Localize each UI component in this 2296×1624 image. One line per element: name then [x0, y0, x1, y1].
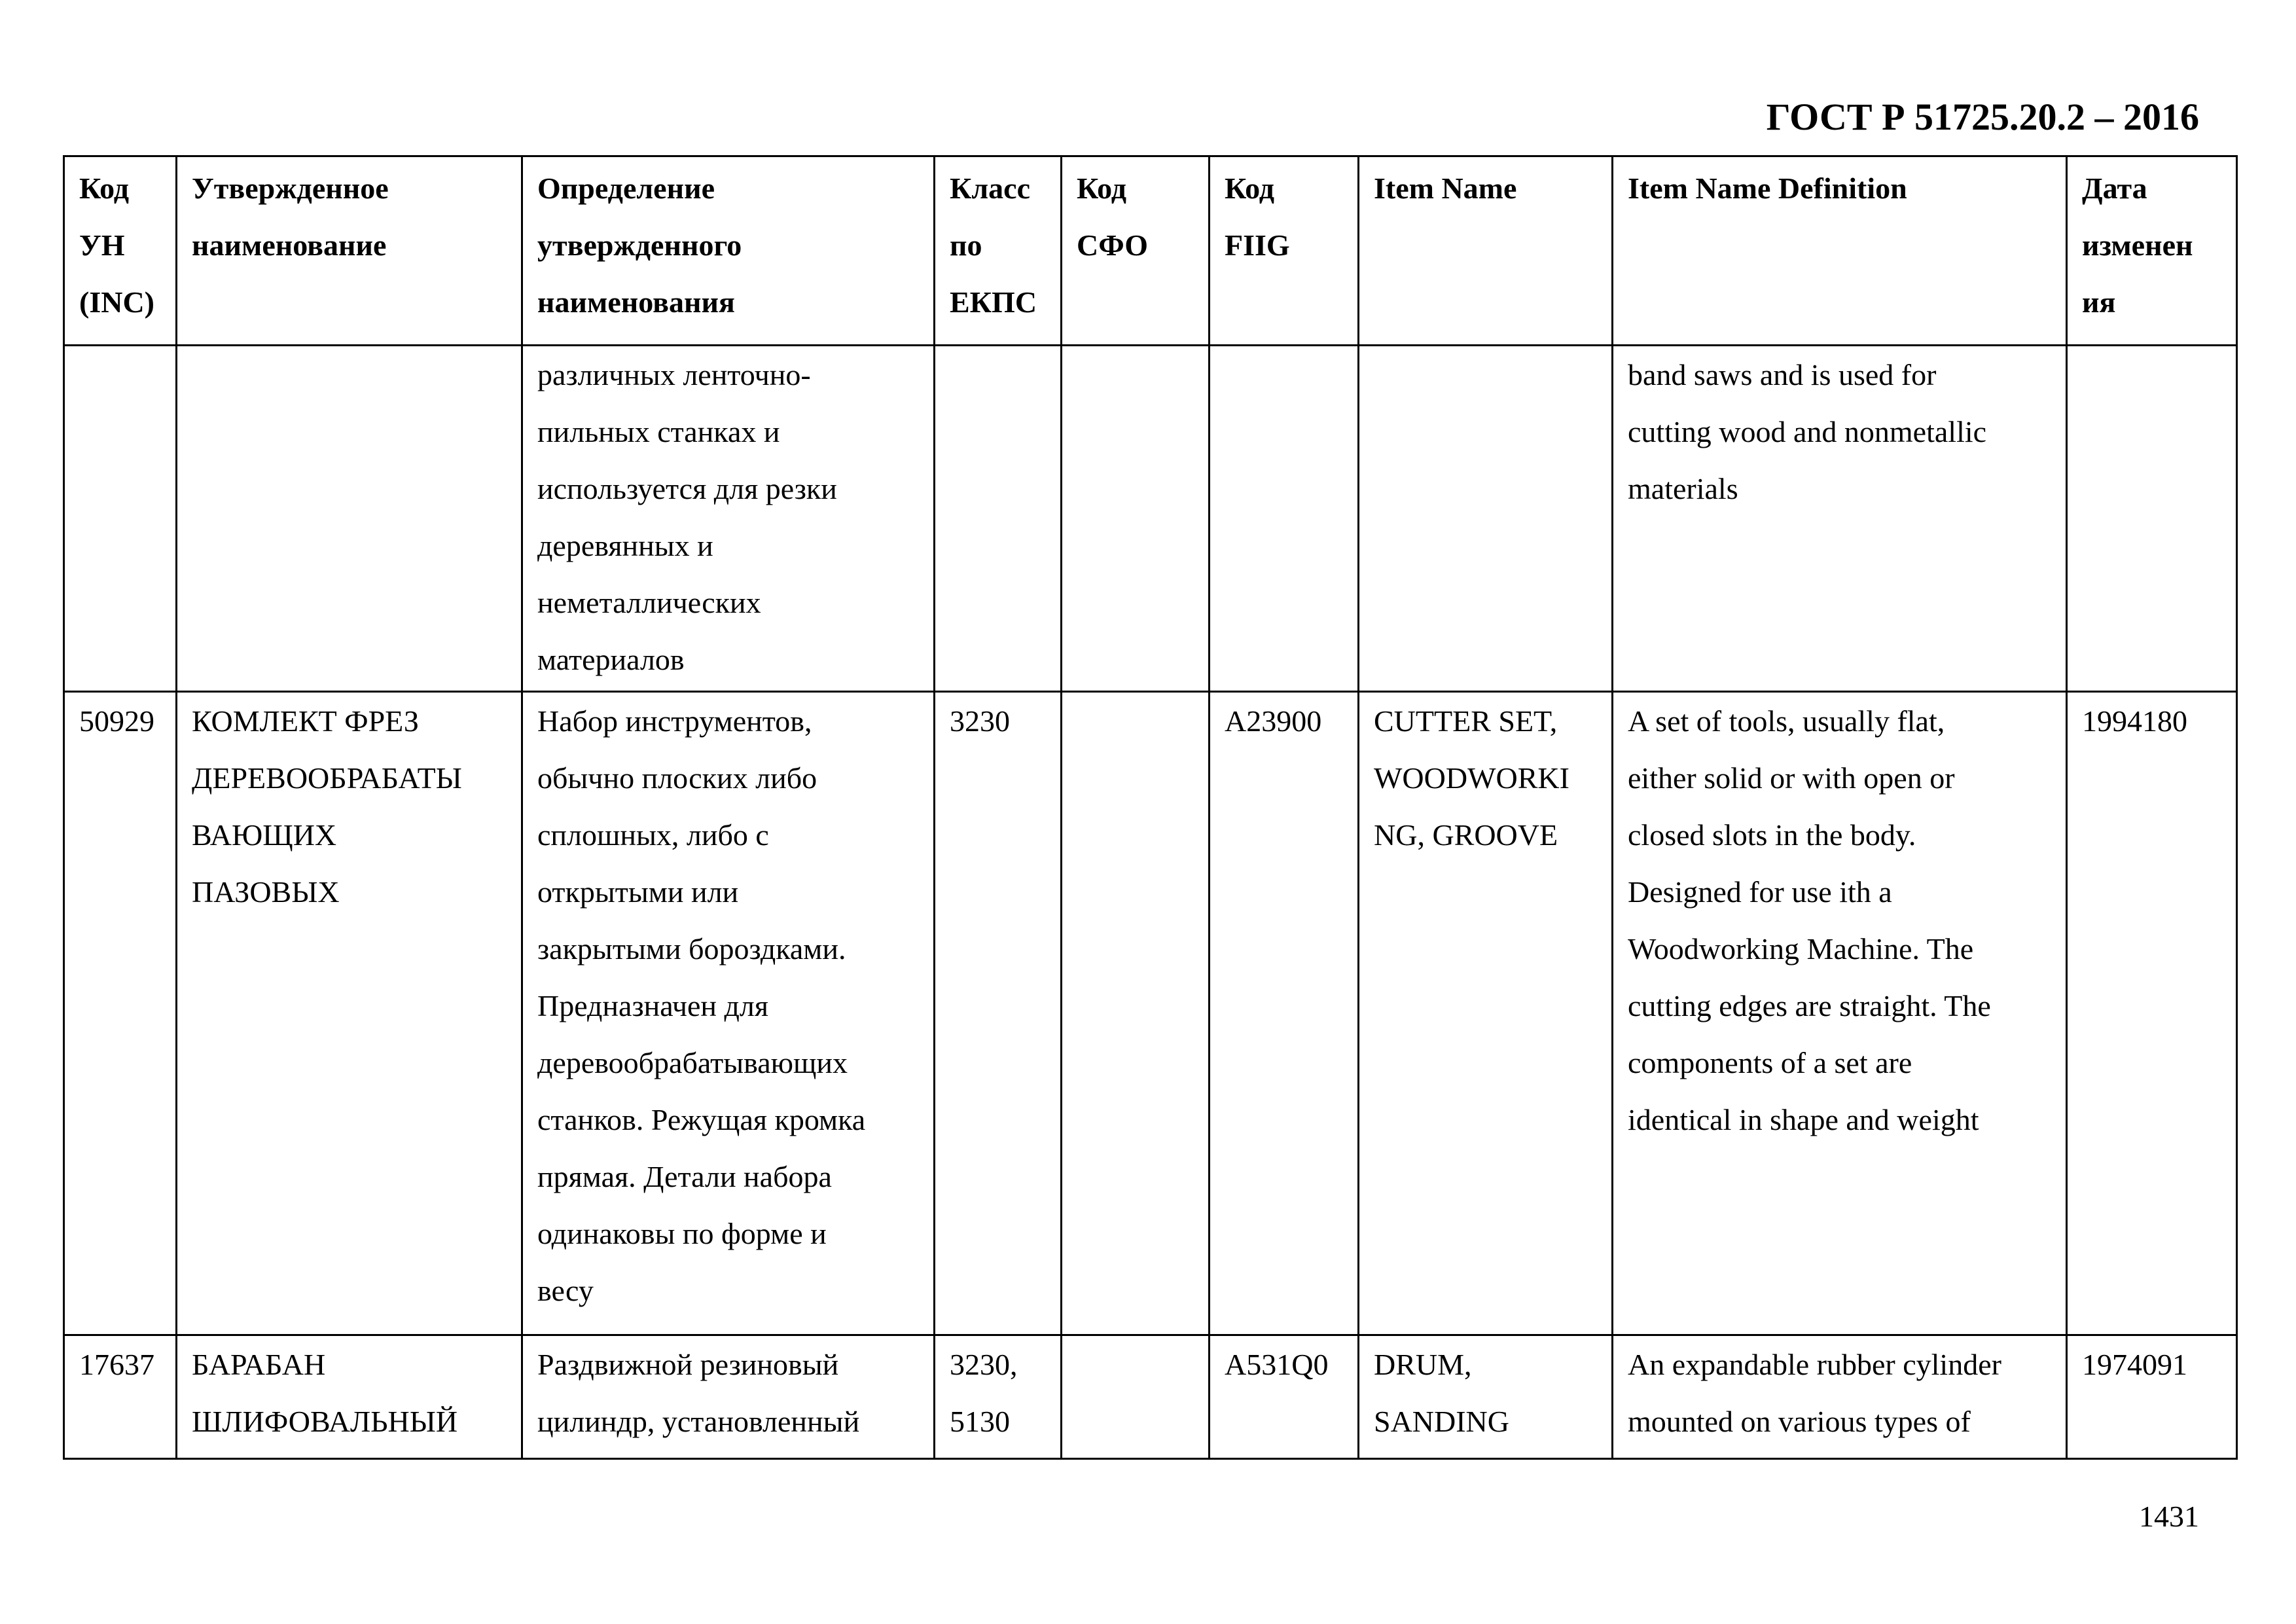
header-change-date: Дата изменен ия: [2067, 156, 2237, 346]
cell-inc: 50929: [64, 692, 177, 1335]
header-definition-ru: Определение утвержденного наименования: [522, 156, 935, 346]
cell-ekps-class: 3230, 5130: [935, 1335, 1062, 1459]
cell-item-name-definition: An expandable rubber cylinder mounted on various types of: [1613, 1335, 2067, 1459]
header-item-name: Item Name: [1359, 156, 1613, 346]
cell-sfo-code: [1062, 1335, 1210, 1459]
header-ekps-class: Класс по ЕКПС: [935, 156, 1062, 346]
cell-item-name: DRUM, SANDING: [1359, 1335, 1613, 1459]
header-item-name-definition: Item Name Definition: [1613, 156, 2067, 346]
cell-change-date: 1974091: [2067, 1335, 2237, 1459]
cell-approved-name: КОМЛЕКТ ФРЕЗ ДЕРЕВООБРАБАТЫ ВАЮЩИХ ПАЗОВЫХ: [177, 692, 522, 1335]
cell-fiig-code: [1210, 346, 1359, 692]
standard-header: ГОСТ Р 51725.20.2 – 2016: [1766, 96, 2199, 138]
cell-ekps-class: [935, 346, 1062, 692]
cell-item-name-definition: band saws and is used for cutting wood and nonmetallic materials: [1613, 346, 2067, 692]
cell-definition-ru: различных ленточно- пильных станках и используется для резки деревянных и неметаллических материалов: [522, 346, 935, 692]
cell-ekps-class: 3230: [935, 692, 1062, 1335]
table-header-row: [64, 156, 2237, 346]
header-approved-name: Утвержденное наименование: [177, 156, 522, 346]
cell-item-name: [1359, 346, 1613, 692]
cell-approved-name: [177, 346, 522, 692]
table-row: [64, 346, 2237, 692]
page-number: 1431: [2139, 1500, 2199, 1533]
cell-definition-ru: Набор инструментов, обычно плоских либо сплошных, либо с открытыми или закрытыми бороздками. Предназначен для деревообрабатывающих станков. Режущая кромка прямая. Детали набора одинаковы по форме и весу: [522, 692, 935, 1335]
header-inc: Код УН (INC): [64, 156, 177, 346]
table-row: [64, 692, 2237, 1335]
cell-definition-ru: Раздвижной резиновый цилиндр, установленный: [522, 1335, 935, 1459]
cell-fiig-code: A23900: [1210, 692, 1359, 1335]
cell-sfo-code: [1062, 346, 1210, 692]
cell-inc: 17637: [64, 1335, 177, 1459]
cell-inc: [64, 346, 177, 692]
cell-fiig-code: A531Q0: [1210, 1335, 1359, 1459]
cell-sfo-code: [1062, 692, 1210, 1335]
classification-table: [63, 155, 2238, 1460]
cell-item-name: CUTTER SET, WOODWORKI NG, GROOVE: [1359, 692, 1613, 1335]
cell-item-name-definition: A set of tools, usually flat, either solid or with open or closed slots in the body. Designed for use ith a Woodworking Machine. The cutting edges are straight. The components of a set are identical in shape and weight: [1613, 692, 2067, 1335]
header-fiig-code: Код FIIG: [1210, 156, 1359, 346]
table-row: [64, 1335, 2237, 1459]
cell-change-date: [2067, 346, 2237, 692]
header-sfo-code: Код СФО: [1062, 156, 1210, 346]
cell-change-date: 1994180: [2067, 692, 2237, 1335]
cell-approved-name: БАРАБАН ШЛИФОВАЛЬНЫЙ: [177, 1335, 522, 1459]
